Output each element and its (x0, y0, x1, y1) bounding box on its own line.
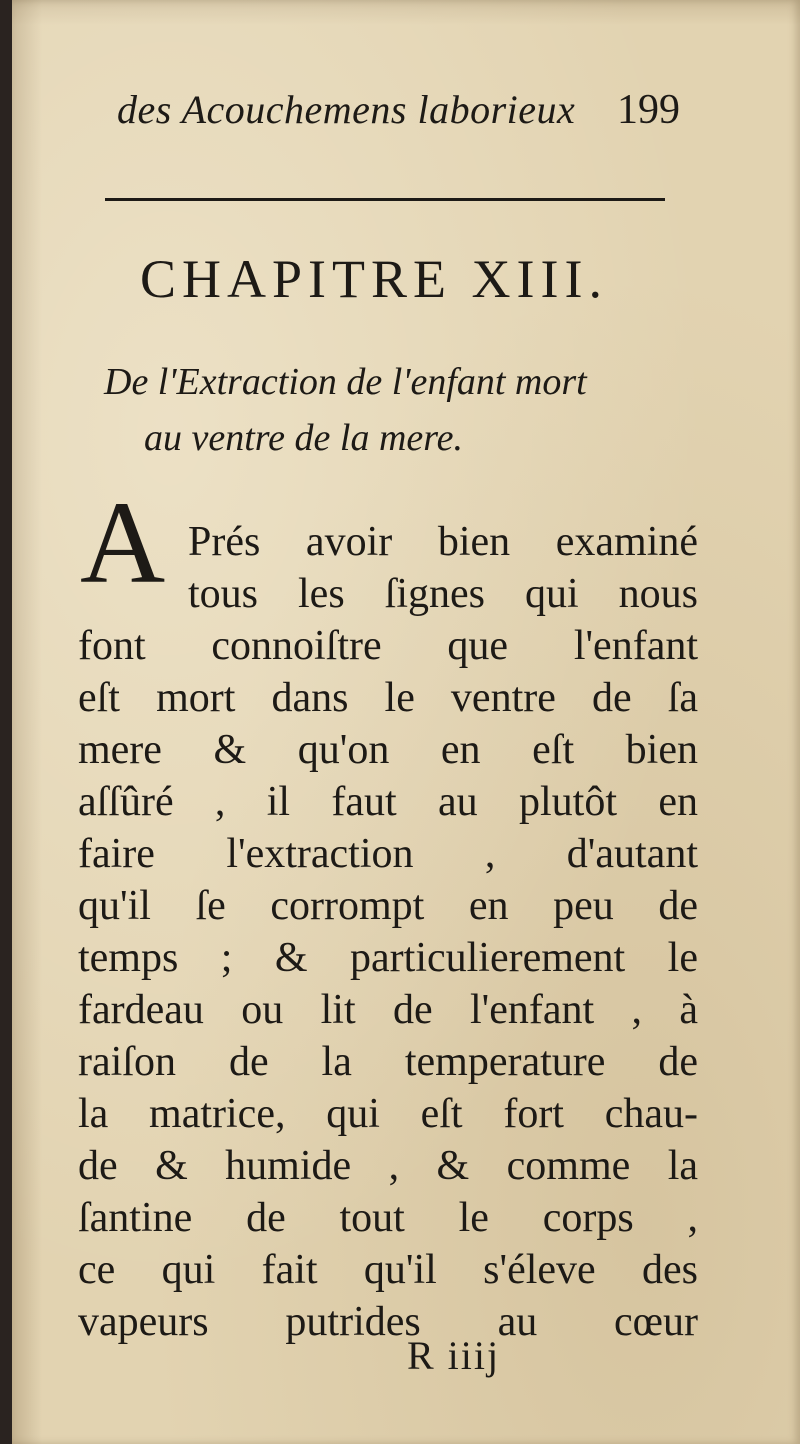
book-page (12, 0, 800, 1444)
drop-cap: A (80, 477, 166, 608)
body-line: raiſon de la temperature de (78, 1039, 698, 1085)
chapter-subtitle (104, 354, 704, 466)
body-line: eſt mort dans le ventre de ſa (78, 675, 698, 721)
body-line: mere & qu'on en eſt bien (78, 727, 698, 773)
body-line: font connoiſtre que l'enfant (78, 623, 698, 669)
body-line: temps ; & particulierement le (78, 935, 698, 981)
chapter-subtitle-line-1: De l'Extraction de l'enfant mort (104, 361, 587, 403)
body-line: faire l'extraction , d'autant (78, 831, 698, 877)
body-line: la matrice, qui eſt fort chau- (78, 1091, 698, 1137)
page-number: 199 (617, 87, 680, 133)
signature-mark: R iiij (407, 1333, 501, 1378)
body-line: aſſûré , il faut au plutôt en (78, 779, 698, 825)
body-line: Prés avoir bien examiné (188, 519, 698, 565)
body-line: fardeau ou lit de l'enfant , à (78, 987, 698, 1033)
header-rule (105, 198, 665, 201)
running-head-title: des Acouchemens laborieux (117, 87, 576, 132)
body-line: ce qui fait qu'il s'éleve des (78, 1247, 698, 1293)
body-line: ſantine de tout le corps , (78, 1195, 698, 1241)
running-head (12, 78, 800, 138)
chapter-subtitle-line-2: au ventre de la mere. (144, 417, 464, 459)
body-line: tous les ſignes qui nous (188, 571, 698, 617)
body-line: de & humide , & comme la (78, 1143, 698, 1189)
chapter-heading: CHAPITRE XIII. (140, 249, 608, 309)
body-line: qu'il ſe corrompt en peu de (78, 883, 698, 929)
body-line: vapeurs putrides au cœur (78, 1299, 698, 1345)
